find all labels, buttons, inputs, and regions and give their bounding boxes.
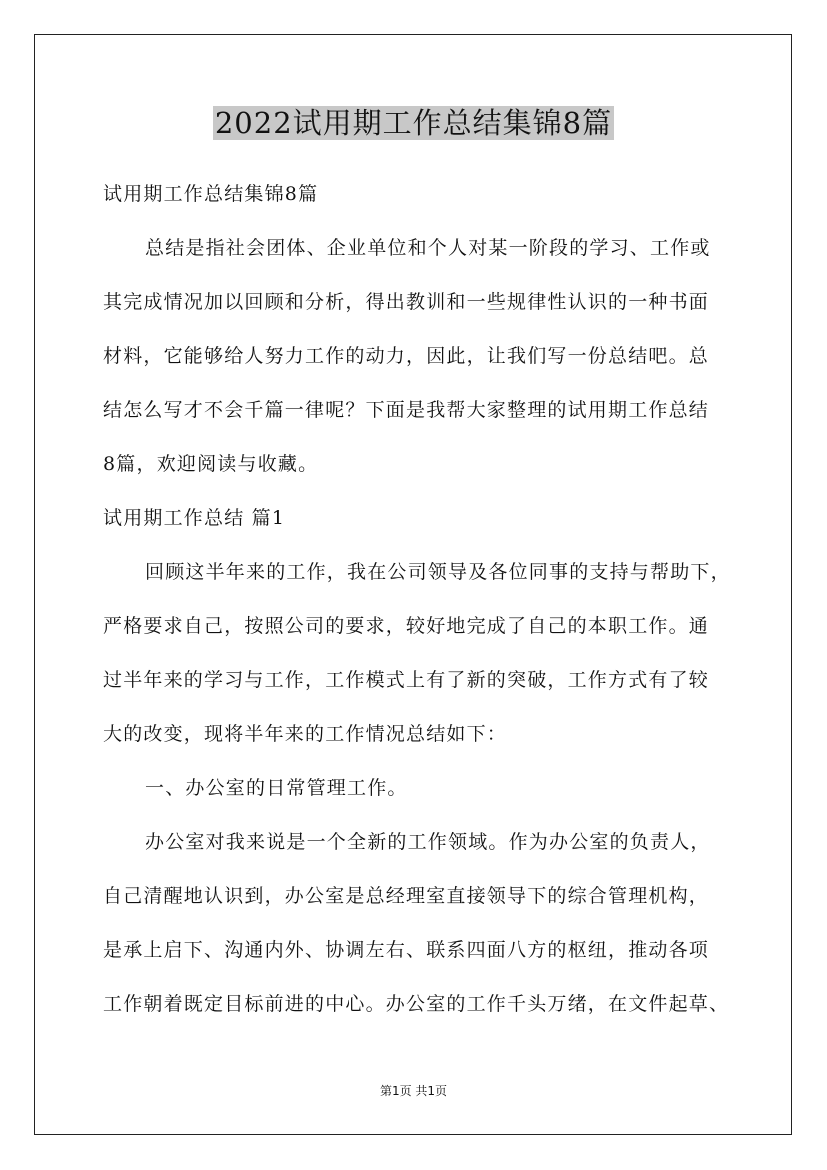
intro-line: 其完成情况加以回顾和分析，得出教训和一些规律性认识的一种书面 (103, 291, 710, 313)
section-line: 过半年来的学习与工作，工作模式上有了新的突破，工作方式有了较 (103, 669, 710, 691)
section-heading: 试用期工作总结 篇1 (103, 507, 286, 529)
intro-line: 结怎么写才不会千篇一律呢？下面是我帮大家整理的试用期工作总结 (103, 399, 710, 421)
item-line: 办公室对我来说是一个全新的工作领域。作为办公室的负责人， (145, 831, 711, 853)
section-line: 大的改变，现将半年来的工作情况总结如下： (103, 723, 508, 745)
intro-line: 8篇，欢迎阅读与收藏。 (103, 453, 319, 475)
intro-line: 总结是指社会团体、企业单位和个人对某一阶段的学习、工作或 (145, 237, 711, 259)
page-footer: 第1页 共1页 (379, 1084, 448, 1098)
item-heading: 一、办公室的日常管理工作。 (145, 777, 408, 799)
document-subtitle: 试用期工作总结集锦8篇 (103, 183, 319, 205)
intro-line: 材料，它能够给人努力工作的动力，因此，让我们写一份总结吧。总 (103, 345, 710, 367)
section-line: 严格要求自己，按照公司的要求，较好地完成了自己的本职工作。通 (103, 615, 710, 637)
section-line: 回顾这半年来的工作，我在公司领导及各位同事的支持与帮助下， (145, 561, 731, 583)
item-line: 是承上启下、沟通内外、协调左右、联系四面八方的枢纽，推动各项 (103, 939, 710, 961)
document-title (0, 103, 827, 143)
item-line: 自己清醒地认识到，办公室是总经理室直接领导下的综合管理机构， (103, 885, 710, 907)
item-line: 工作朝着既定目标前进的中心。办公室的工作千头万绪，在文件起草、 (103, 993, 730, 1015)
document-title-text: 2022试用期工作总结集锦8篇 (214, 106, 613, 140)
